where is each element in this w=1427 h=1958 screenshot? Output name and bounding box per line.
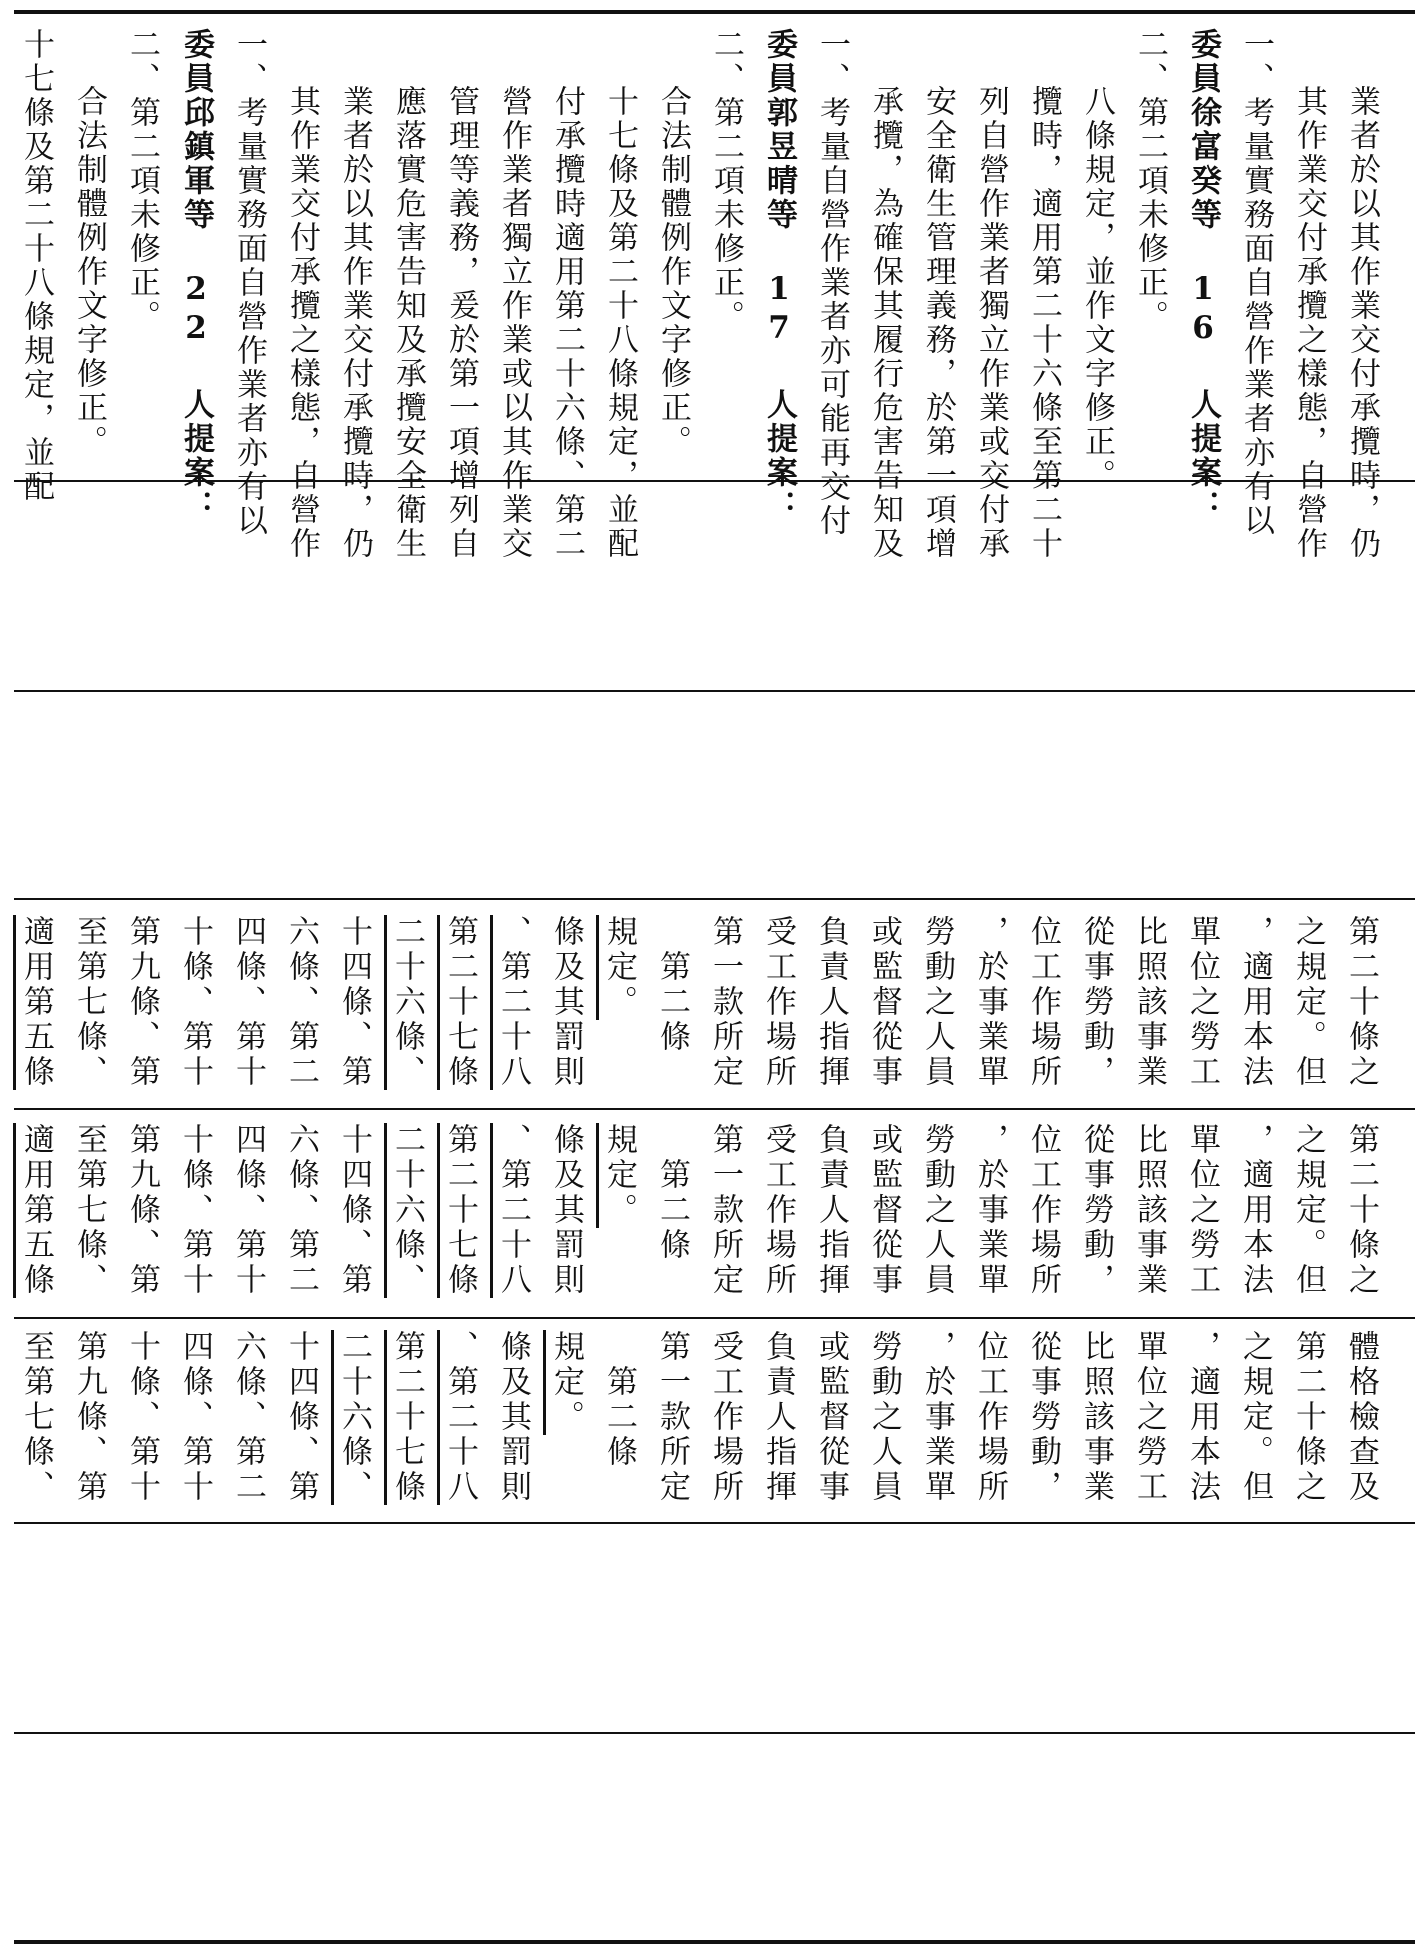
cell-text: 比照該事業 xyxy=(1131,915,1167,1090)
text-line: 管理等義務，爰於第一項增列自 xyxy=(443,85,479,561)
cell-text: ，適用本法 xyxy=(1184,1330,1220,1505)
cell-text: 負責人指揮 xyxy=(760,1330,796,1505)
cell-text: 單位之勞工 xyxy=(1184,915,1220,1090)
cell-text: 規定。 xyxy=(548,1330,584,1435)
cell-text: 第二十條之 xyxy=(1343,1123,1379,1298)
text-line: 業者於以其作業交付承攬時，仍 xyxy=(337,85,373,561)
cell-text: 之規定。但 xyxy=(1237,1330,1273,1505)
cell-text: 六條、第二 xyxy=(283,1123,319,1298)
cell-text: 二十六條、 xyxy=(336,1330,372,1505)
proposal-heading: 委員邱鎮軍等 22 人提案： xyxy=(178,28,214,524)
cell-text: 至第七條、 xyxy=(71,1123,107,1298)
cell-text: 體格檢查及 xyxy=(1343,1330,1379,1505)
text-line: 二、第二項未修正。 xyxy=(124,28,160,334)
cell-text: 勞動之人員 xyxy=(866,1330,902,1505)
cell-text: 六條、第二 xyxy=(230,1330,266,1505)
cell-text: ，適用本法 xyxy=(1237,915,1273,1090)
cell-text: 第九條、第 xyxy=(124,915,160,1090)
text-line: 八條規定，並作文字修正。 xyxy=(1079,85,1115,493)
rule-4 xyxy=(14,1108,1415,1110)
cell-text: 條及其罰則 xyxy=(495,1330,531,1505)
article-heading: 第二條 xyxy=(654,915,690,1055)
cell-text: 、第二十八 xyxy=(495,915,531,1090)
text-line: 十七條及第二十八條規定，並配 xyxy=(602,85,638,561)
cell-text: 第二十七條 xyxy=(442,915,478,1090)
text-line: 攬時，適用第二十六條至第二十 xyxy=(1026,85,1062,561)
cell-text: 負責人指揮 xyxy=(813,1123,849,1298)
text-line: 安全衛生管理義務，於第一項增 xyxy=(920,85,956,561)
cell-text: ，於事業單 xyxy=(919,1330,955,1505)
cell-text: 規定。 xyxy=(601,1123,637,1228)
proposal-heading: 委員郭昱晴等 17 人提案： xyxy=(761,28,797,524)
cell-text: 位工作場所 xyxy=(1025,915,1061,1090)
cell-text: 、第二十八 xyxy=(495,1123,531,1298)
cell-text: 從事勞動， xyxy=(1025,1330,1061,1505)
cell-text: 第九條、第 xyxy=(124,1123,160,1298)
cell-text: 十條、第十 xyxy=(177,915,213,1090)
cell-text: 六條、第二 xyxy=(283,915,319,1090)
cell-text: 從事勞動， xyxy=(1078,1123,1114,1298)
text-line: 一、考量實務面自營作業者亦有以 xyxy=(1238,28,1274,538)
cell-text: 條及其罰則 xyxy=(548,1123,584,1298)
cell-text: 適用第五條 xyxy=(18,1123,54,1298)
cell-text: 十條、第十 xyxy=(124,1330,160,1505)
cell-text: 位工作場所 xyxy=(972,1330,1008,1505)
cell-text: 第一款所定 xyxy=(707,915,743,1090)
text-line: 合法制體例作文字修正。 xyxy=(655,85,691,459)
cell-text: 或監督從事 xyxy=(866,1123,902,1298)
cell-text: 受工作場所 xyxy=(760,1123,796,1298)
cell-text: 二十六條、 xyxy=(389,1123,425,1298)
cell-text: 第二十條之 xyxy=(1290,1330,1326,1505)
cell-text: 負責人指揮 xyxy=(813,915,849,1090)
rule-5 xyxy=(14,1317,1415,1319)
cell-text: 至第七條、 xyxy=(18,1330,54,1505)
cell-text: ，於事業單 xyxy=(972,915,1008,1090)
cell-text: 從事勞動， xyxy=(1078,915,1114,1090)
text-line: 一、考量實務面自營作業者亦有以 xyxy=(231,28,267,538)
text-line: 承攬，為確保其履行危害告知及 xyxy=(867,85,903,561)
cell-text: ，適用本法 xyxy=(1237,1123,1273,1298)
text-line: 二、第二項未修正。 xyxy=(708,28,744,334)
text-line: 營作業者獨立作業或以其作業交 xyxy=(496,85,532,561)
rule-3 xyxy=(14,898,1415,900)
rule-6 xyxy=(14,1522,1415,1524)
cell-text: 比照該事業 xyxy=(1078,1330,1114,1505)
top-rule xyxy=(14,10,1415,14)
cell-text: 第九條、第 xyxy=(71,1330,107,1505)
text-line: 十七條及第二十八條規定，並配 xyxy=(18,28,54,504)
rule-2 xyxy=(14,690,1415,692)
cell-text: 位工作場所 xyxy=(1025,1123,1061,1298)
cell-text: 勞動之人員 xyxy=(919,1123,955,1298)
cell-text: 十條、第十 xyxy=(177,1123,213,1298)
cell-text: 受工作場所 xyxy=(707,1330,743,1505)
cell-text: 之規定。但 xyxy=(1290,915,1326,1090)
cell-text: 第一款所定 xyxy=(654,1330,690,1505)
cell-text: 或監督從事 xyxy=(813,1330,849,1505)
cell-text: 十四條、第 xyxy=(336,915,372,1090)
text-line: 應落實危害告知及承攬安全衛生 xyxy=(390,85,426,561)
cell-text: 四條、第十 xyxy=(230,1123,266,1298)
cell-text: 受工作場所 xyxy=(760,915,796,1090)
article-heading: 第二條 xyxy=(654,1123,690,1263)
cell-text: 適用第五條 xyxy=(18,915,54,1090)
text-line: 其作業交付承攬之樣態，自營作 xyxy=(284,85,320,561)
cell-text: 或監督從事 xyxy=(866,915,902,1090)
cell-text: 第一款所定 xyxy=(707,1123,743,1298)
cell-text: 之規定。但 xyxy=(1290,1123,1326,1298)
cell-text: 規定。 xyxy=(601,915,637,1020)
bottom-rule xyxy=(14,1940,1415,1944)
text-line: 付承攬時適用第二十六條、第二 xyxy=(549,85,585,561)
cell-text: ，於事業單 xyxy=(972,1123,1008,1298)
text-line: 二、第二項未修正。 xyxy=(1132,28,1168,334)
text-line: 業者於以其作業交付承攬時，仍 xyxy=(1344,85,1380,561)
cell-text: 單位之勞工 xyxy=(1131,1330,1167,1505)
cell-text: 四條、第十 xyxy=(177,1330,213,1505)
cell-text: 第二十條之 xyxy=(1343,915,1379,1090)
text-line: 列自營作業者獨立作業或交付承 xyxy=(973,85,1009,561)
proposal-heading: 委員徐富癸等 16 人提案： xyxy=(1185,28,1221,524)
article-heading: 第二條 xyxy=(601,1330,637,1470)
text-line: 其作業交付承攬之樣態，自營作 xyxy=(1291,85,1327,561)
text-line: 一、考量自營作業者亦可能再交付 xyxy=(814,28,850,538)
cell-text: 單位之勞工 xyxy=(1184,1123,1220,1298)
cell-text: 十四條、第 xyxy=(283,1330,319,1505)
cell-text: 至第七條、 xyxy=(71,915,107,1090)
cell-text: 勞動之人員 xyxy=(919,915,955,1090)
text-line: 合法制體例作文字修正。 xyxy=(71,85,107,459)
cell-text: 四條、第十 xyxy=(230,915,266,1090)
rule-7 xyxy=(14,1732,1415,1734)
cell-text: 第二十七條 xyxy=(389,1330,425,1505)
cell-text: 、第二十八 xyxy=(442,1330,478,1505)
cell-text: 比照該事業 xyxy=(1131,1123,1167,1298)
cell-text: 二十六條、 xyxy=(389,915,425,1090)
cell-text: 條及其罰則 xyxy=(548,915,584,1090)
cell-text: 十四條、第 xyxy=(336,1123,372,1298)
cell-text: 第二十七條 xyxy=(442,1123,478,1298)
